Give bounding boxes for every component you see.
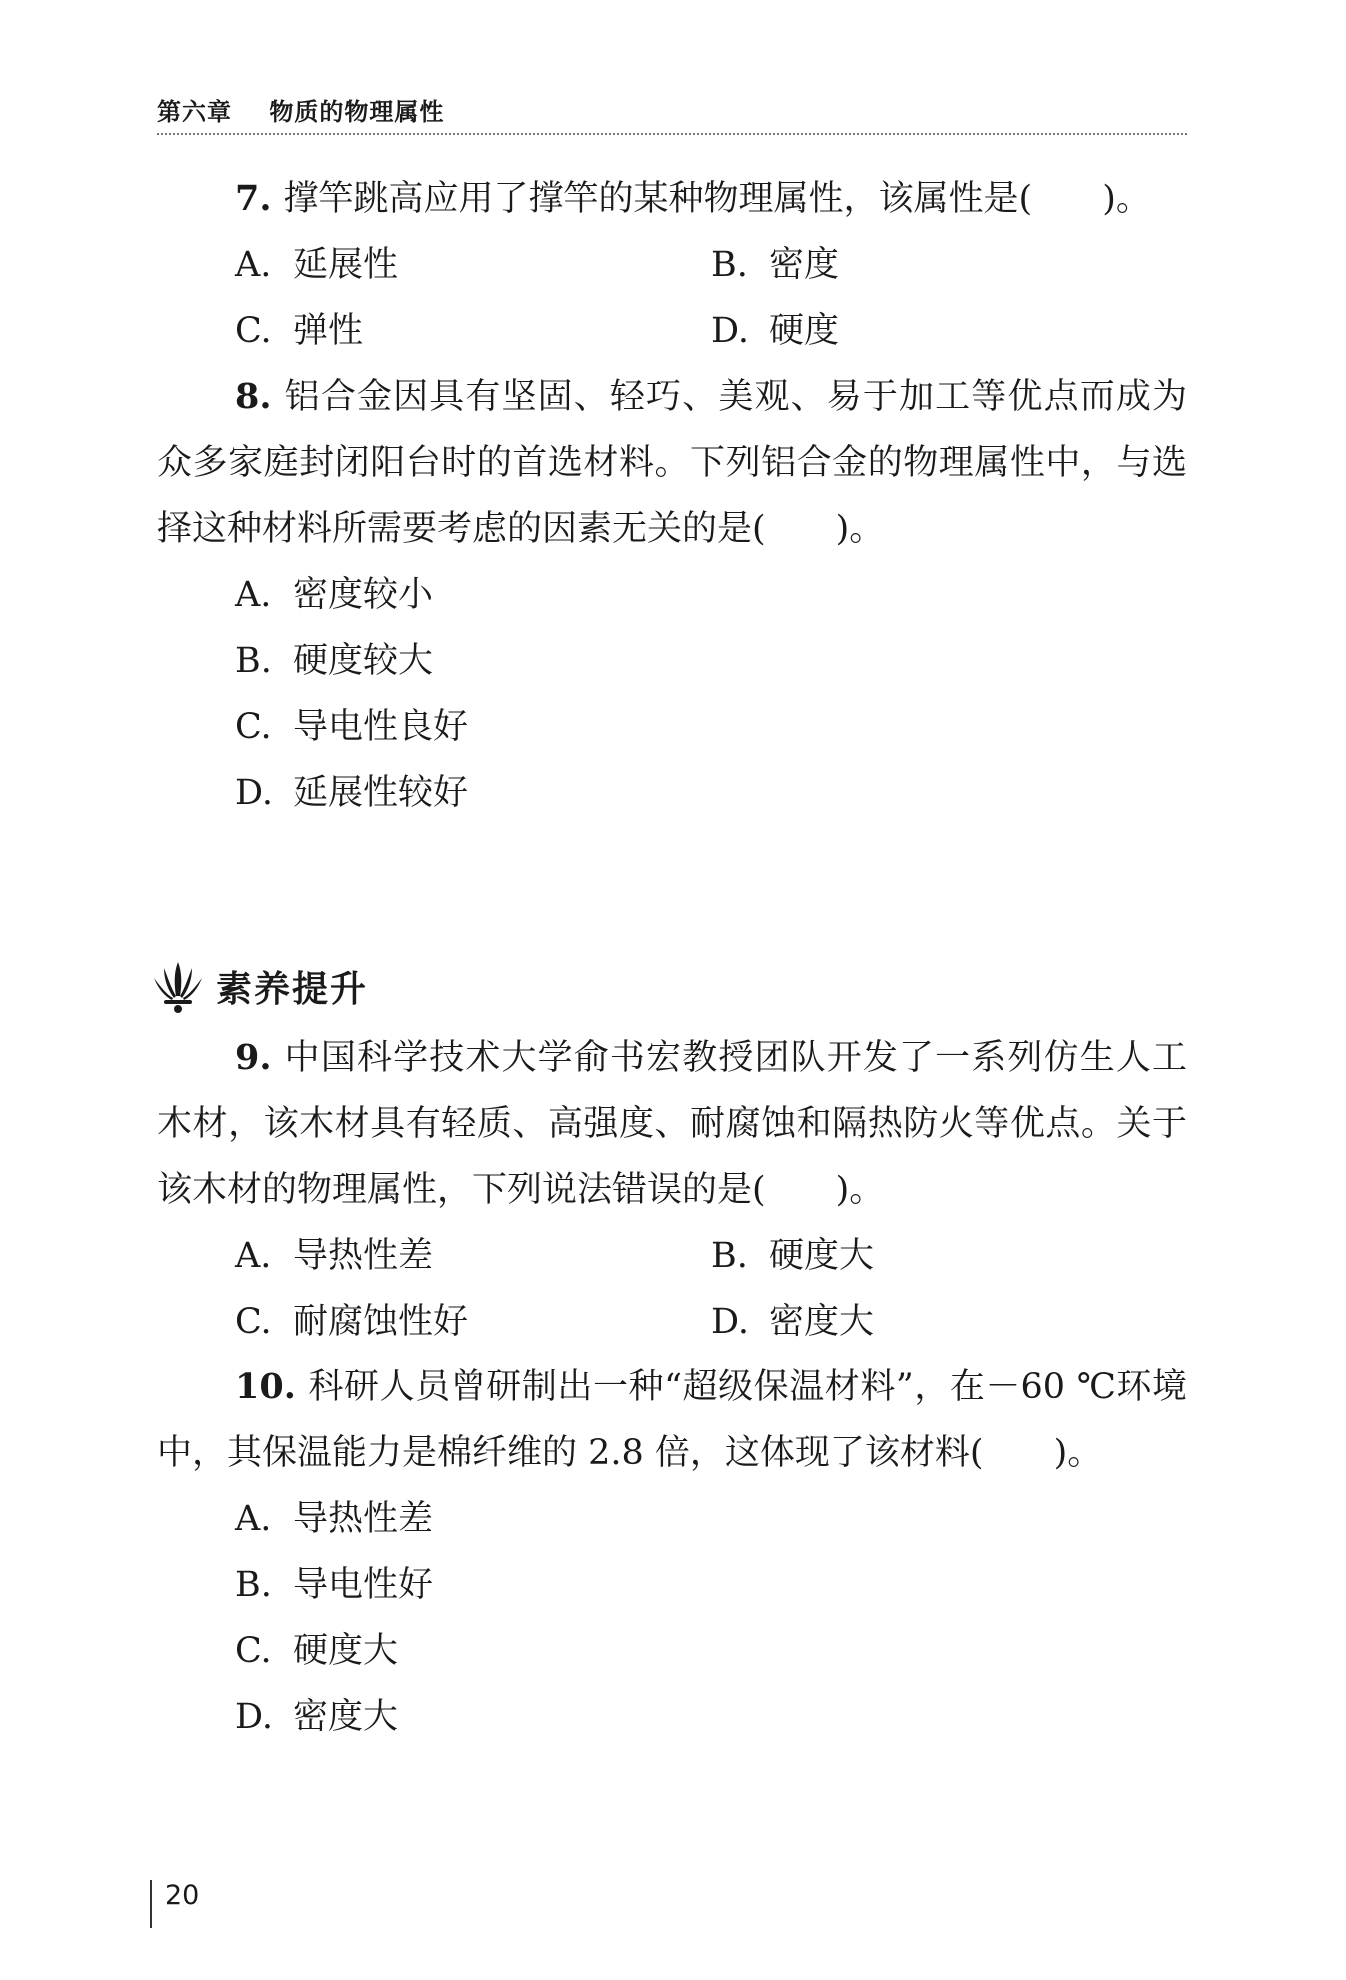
options-grid xyxy=(157,232,1187,364)
chapter-title: 物质的物理属性 xyxy=(269,98,445,126)
header-divider xyxy=(157,133,1187,135)
option-d: D. 延展性较好 xyxy=(235,773,469,813)
option-b: B. 硬度较大 xyxy=(235,641,434,681)
options-list xyxy=(157,562,1187,826)
option-c: C. 弹性 xyxy=(235,311,364,351)
question-10 xyxy=(157,1354,1187,1750)
option-a: A. 导热性差 xyxy=(235,1499,434,1539)
section-header xyxy=(152,956,368,1016)
question-number: 9. xyxy=(235,1037,272,1078)
option-b: B. 密度 xyxy=(711,245,840,285)
page-number: 20 xyxy=(165,1880,200,1911)
option-c: C. 硬度大 xyxy=(235,1631,399,1671)
option-c: C. 导电性良好 xyxy=(235,707,469,747)
question-8 xyxy=(157,364,1187,826)
question-text: 科研人员曾研制出一种“超级保温材料”，在－60 ℃环境中，其保温能力是棉纤维的 2.8 倍，这体现了该材料( )。 xyxy=(157,1367,1187,1473)
question-text: 中国科学技术大学俞书宏教授团队开发了一系列仿生人工木材，该木材具有轻质、高强度、耐腐蚀和隔热防火等优点。关于该木材的物理属性，下列说法错误的是( )。 xyxy=(157,1038,1187,1210)
question-7 xyxy=(157,166,1187,364)
option-a: A. 延展性 xyxy=(235,245,399,285)
question-stem xyxy=(157,1354,1187,1486)
option-a: A. 密度较小 xyxy=(235,575,434,615)
section-title: 素养提升 xyxy=(216,968,369,1010)
question-stem xyxy=(157,1025,1187,1223)
option-b: B. 硬度大 xyxy=(711,1236,875,1276)
question-number: 7. xyxy=(235,178,272,219)
question-stem xyxy=(157,166,1187,232)
options-grid xyxy=(157,1223,1187,1355)
question-number: 10. xyxy=(235,1366,296,1407)
question-text: 撑竿跳高应用了撑竿的某种物理属性，该属性是( )。 xyxy=(283,179,1151,219)
crown-flourish-icon xyxy=(152,958,204,1014)
question-9 xyxy=(157,1025,1187,1355)
option-d: D. 硬度 xyxy=(711,311,840,351)
option-a: A. 导热性差 xyxy=(235,1236,434,1276)
option-c: C. 耐腐蚀性好 xyxy=(235,1302,469,1342)
option-b: B. 导电性好 xyxy=(235,1565,434,1605)
options-list xyxy=(157,1486,1187,1750)
question-text: 铝合金因具有坚固、轻巧、美观、易于加工等优点而成为众多家庭封闭阳台时的首选材料。下列铝合金的物理属性中，与选择这种材料所需要考虑的因素无关的是( )。 xyxy=(157,377,1187,549)
chapter-number: 第六章 xyxy=(157,98,232,126)
running-head xyxy=(157,92,444,127)
question-stem xyxy=(157,364,1187,562)
question-number: 8. xyxy=(235,376,272,417)
option-d: D. 密度大 xyxy=(235,1697,399,1737)
page-number-rule xyxy=(150,1880,152,1928)
option-d: D. 密度大 xyxy=(711,1302,875,1342)
